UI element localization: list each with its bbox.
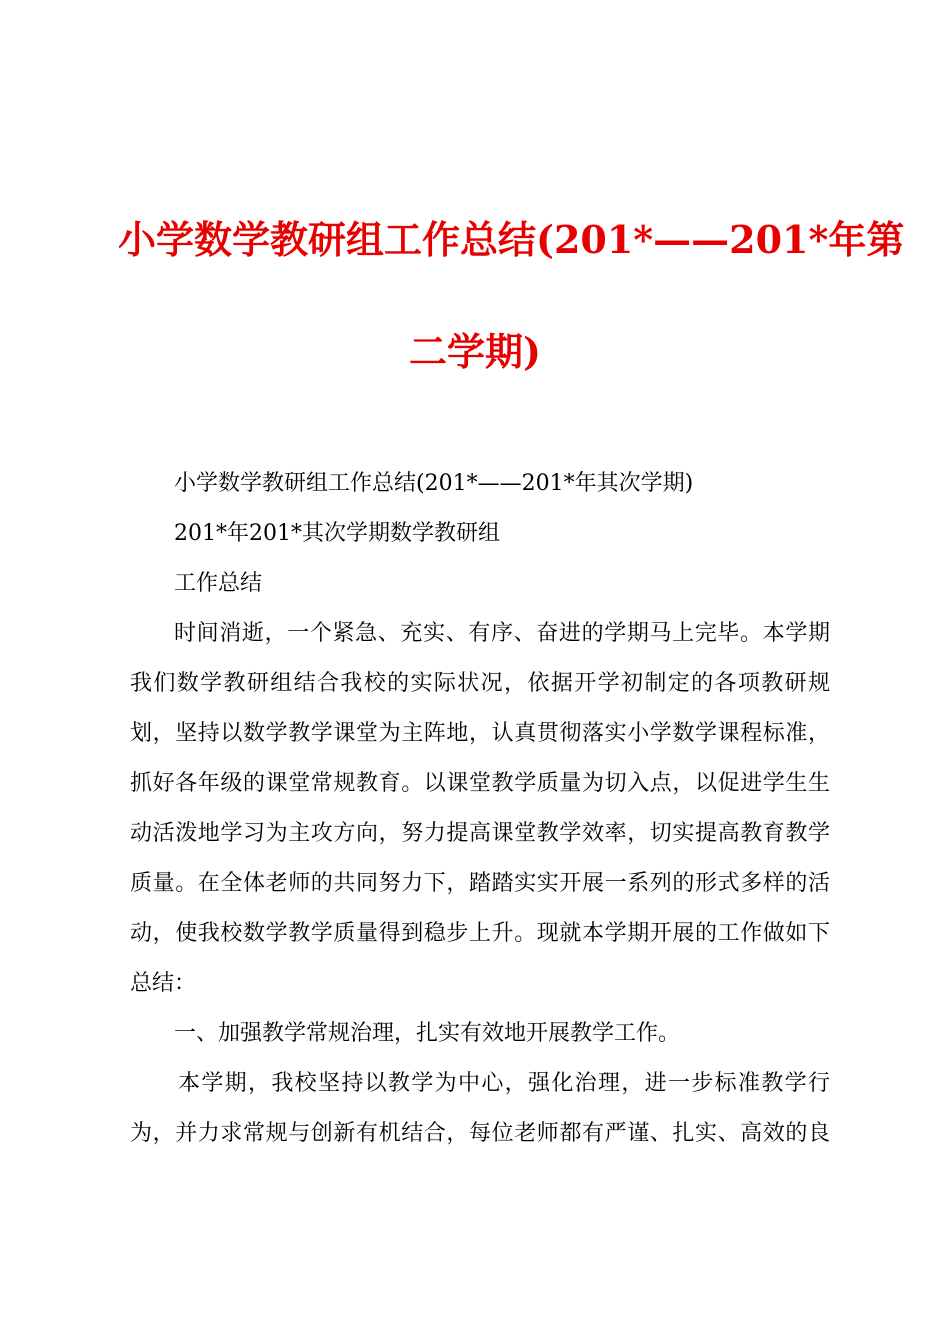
header-line-subtitle: 小学数学教研组工作总结(201*——201*年其次学期): [174, 471, 694, 496]
paragraph-1-line-7: 动，使我校数学教学质量得到稳步上升。现就本学期开展的工作做如下: [130, 921, 830, 946]
paragraph-1-line-1: 时间消逝，一个紧急、充实、有序、奋进的学期马上完毕。本学期: [174, 621, 830, 646]
paragraph-2-line-2: 为，并力求常规与创新有机结合，每位老师都有严谨、扎实、高效的良: [130, 1121, 830, 1146]
paragraph-2-line-1: 本学期，我校坚持以教学为中心，强化治理，进一步标准教学行: [178, 1071, 830, 1096]
paragraph-1-line-4: 抓好各年级的课堂常规教育。以课堂教学质量为切入点，以促进学生生: [130, 771, 830, 796]
paragraph-1-line-2: 我们数学教研组结合我校的实际状况，依据开学初制定的各项教研规: [130, 671, 830, 696]
paragraph-1-line-6: 质量。在全体老师的共同努力下，踏踏实实开展一系列的形式多样的活: [130, 871, 830, 896]
header-line-group: 201*年201*其次学期数学教研组: [174, 521, 500, 546]
document-title-line-2: 二学期): [409, 329, 541, 374]
paragraph-1-line-8: 总结：: [130, 971, 197, 996]
paragraph-1-line-5: 动活泼地学习为主攻方向，努力提高课堂教学效率，切实提高教育教学: [130, 821, 830, 846]
paragraph-1-line-3: 划，坚持以数学教学课堂为主阵地，认真贯彻落实小学数学课程标准，: [130, 721, 830, 746]
header-line-summary: 工作总结: [174, 571, 263, 596]
document-title-line-1: 小学数学教研组工作总结(201*——201*年第: [118, 217, 905, 262]
section-1-heading: 一、加强教学常规治理，扎实有效地开展教学工作。: [174, 1021, 681, 1046]
